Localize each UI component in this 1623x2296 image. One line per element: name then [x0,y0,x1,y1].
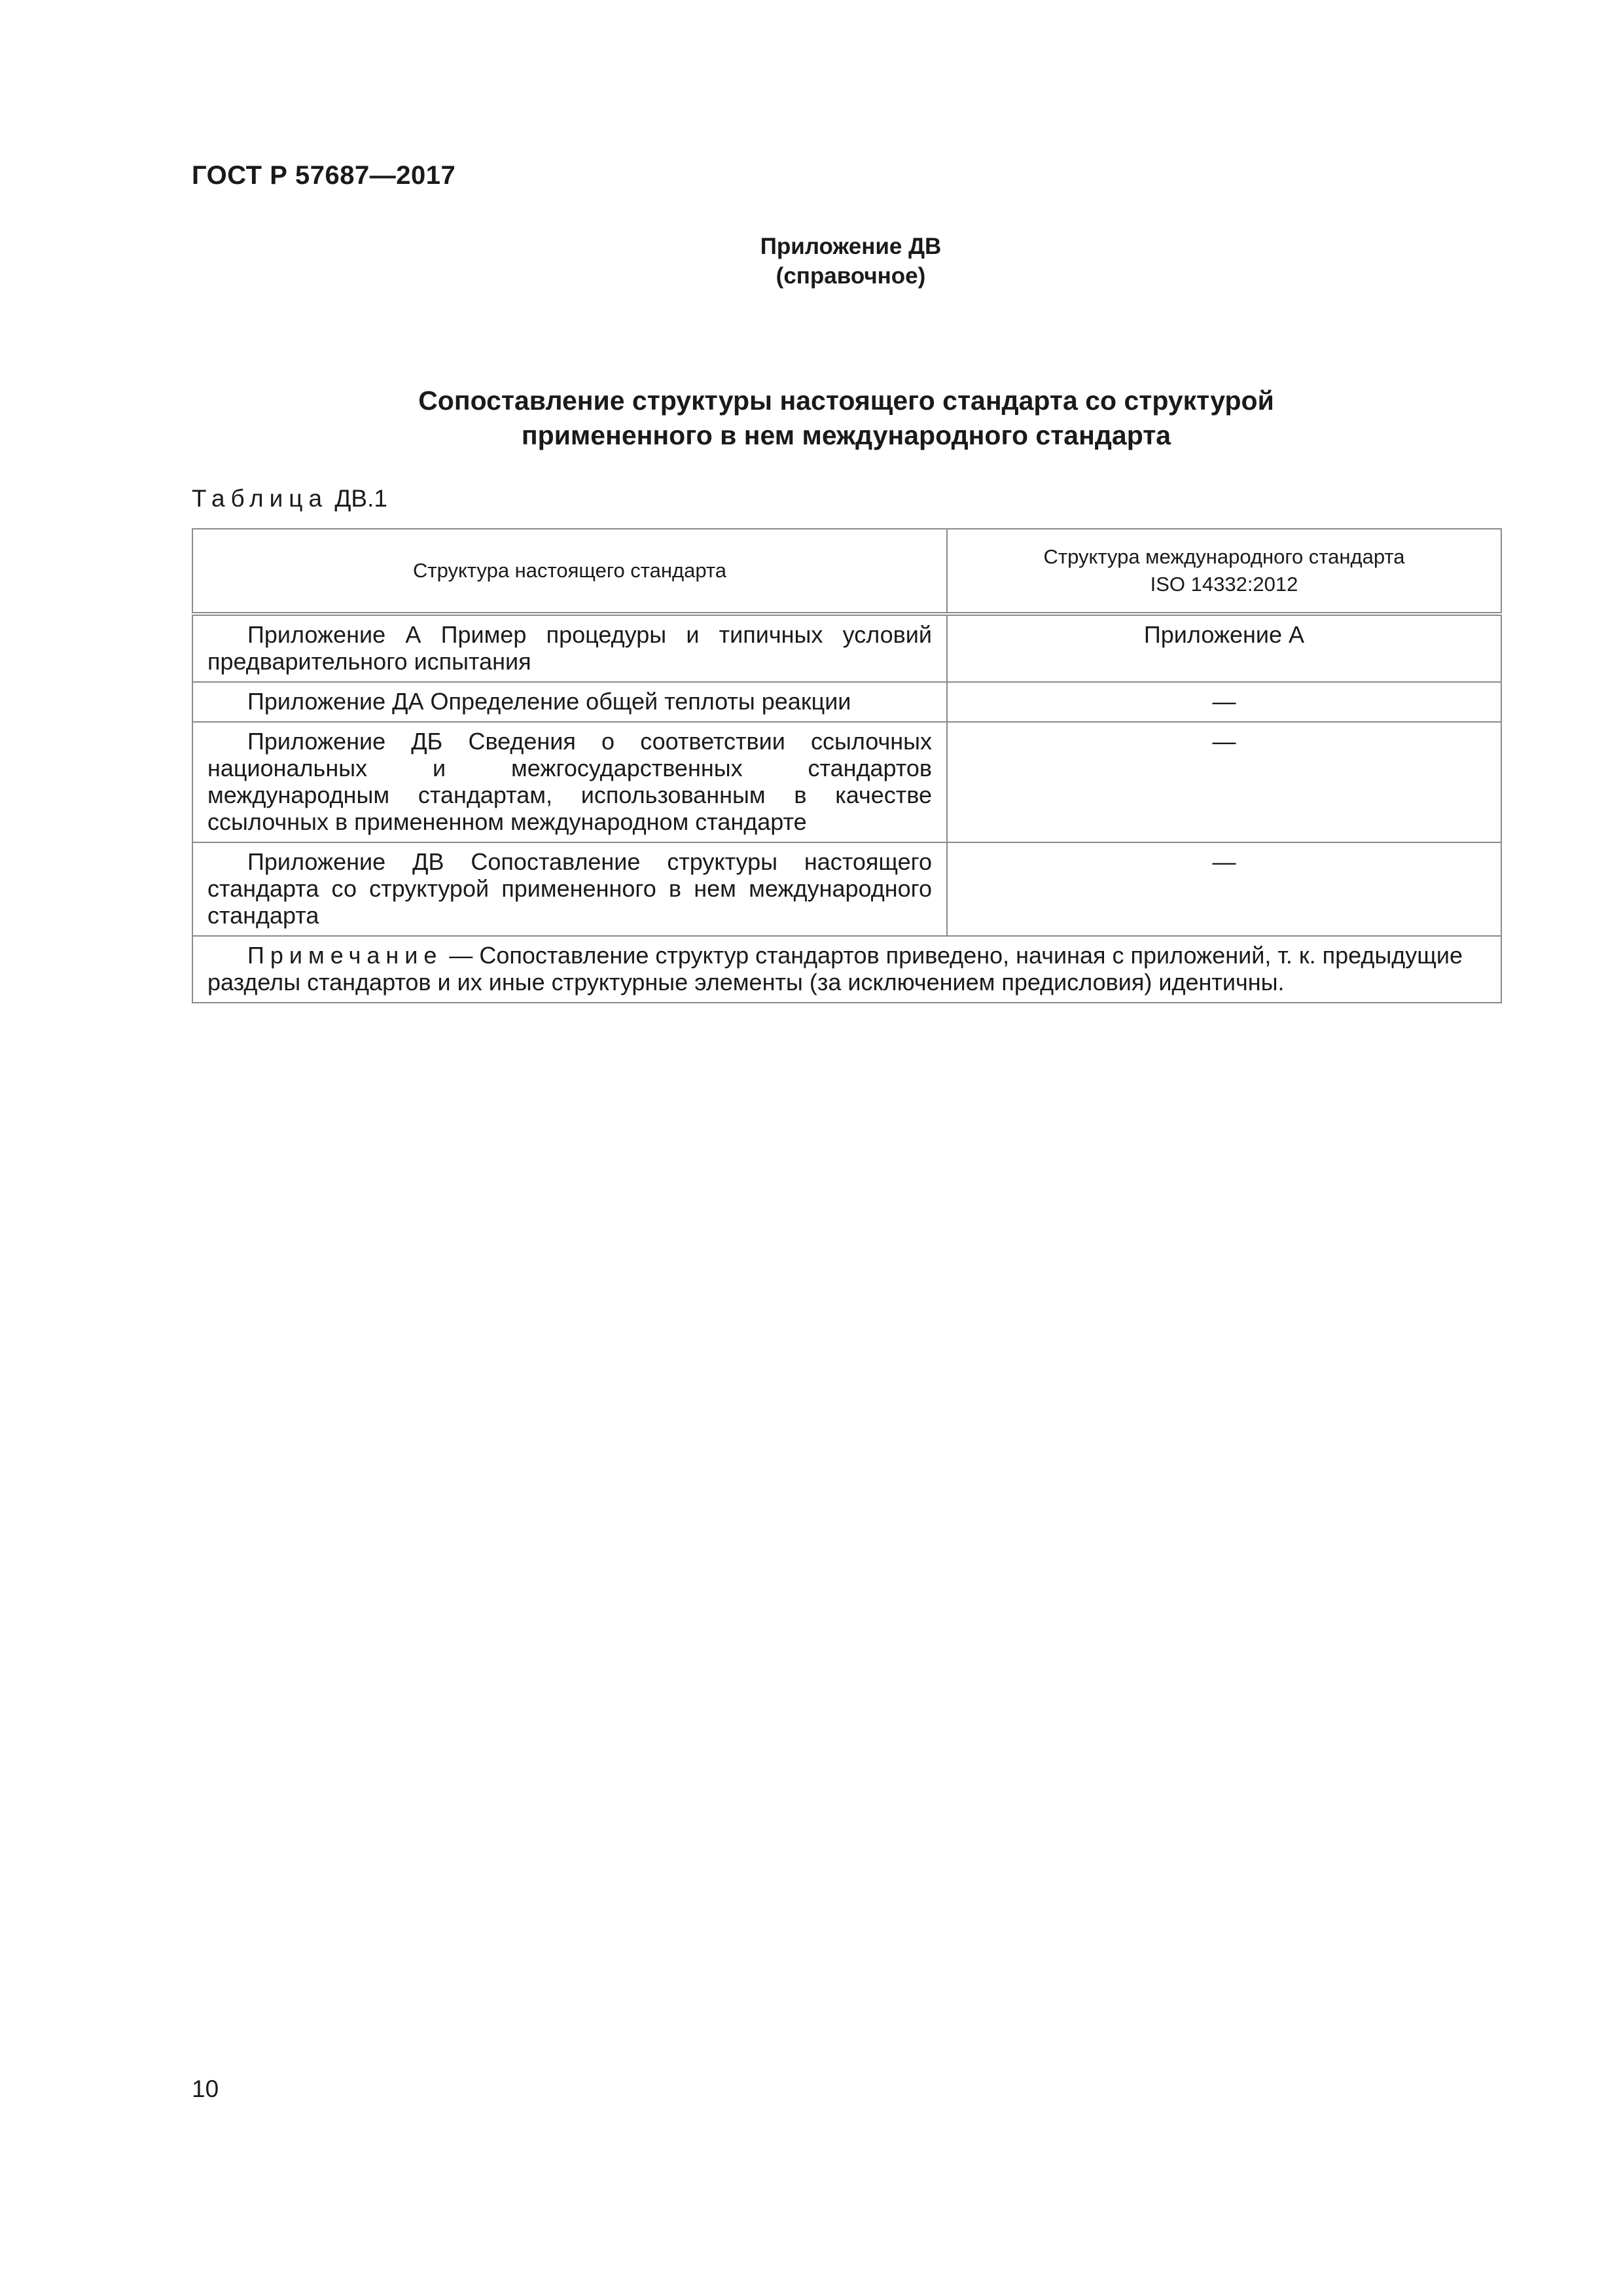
table-note-text: — Сопоставление структур стандартов приведено, начиная с приложений, т. к. предыдущие разделы стандартов и их иные структурные элементы (за исключением предисловия) идентичны. [207,942,1463,996]
annex-heading [0,232,1623,291]
annex-title-line-1: Сопоставление структуры настоящего стандарта со структурой [418,386,1274,416]
annex-title [192,384,1501,453]
table-row [192,614,1501,682]
table-row [192,842,1501,936]
header-international-line-2: ISO 14332:2012 [1150,573,1298,596]
international-structure-cell: — [947,722,1501,842]
structure-comparison-table [192,528,1502,1003]
table-caption [192,485,387,512]
document-code: ГОСТ Р 57687—2017 [192,161,456,190]
international-structure-cell: — [947,682,1501,722]
current-structure-cell: Приложение ДБ Сведения о соответствии ссылочных национальных и межгосударственных стандартов международным стандартам, использованным в качестве ссылочных в примененном международном стандарте [192,722,947,842]
page-number: 10 [192,2075,219,2102]
header-international-line-1: Структура международного стандарта [1043,545,1405,568]
current-structure-cell: Приложение ДВ Сопоставление структуры настоящего стандарта со структурой примененного в нем международного стандарта [192,842,947,936]
current-structure-cell: Приложение А Пример процедуры и типичных условий предварительного испытания [192,614,947,682]
annex-kind: (справочное) [776,263,926,289]
annex-title-line-2: примененного в нем международного стандарта [521,420,1171,450]
table-note [192,936,1501,1003]
table-note-label: Примечание [247,942,443,969]
header-international-structure [947,529,1501,614]
table-row [192,722,1501,842]
table-caption-word: Таблица [192,485,329,512]
current-structure-cell: Приложение ДА Определение общей теплоты реакции [192,682,947,722]
table-row [192,682,1501,722]
table-note-row [192,936,1501,1003]
table-header-row [192,529,1501,614]
annex-label: Приложение ДВ [760,234,942,259]
table-caption-number: ДВ.1 [334,485,387,512]
international-structure-cell: — [947,842,1501,936]
international-structure-cell: Приложение А [947,614,1501,682]
header-current-structure: Структура настоящего стандарта [192,529,947,614]
